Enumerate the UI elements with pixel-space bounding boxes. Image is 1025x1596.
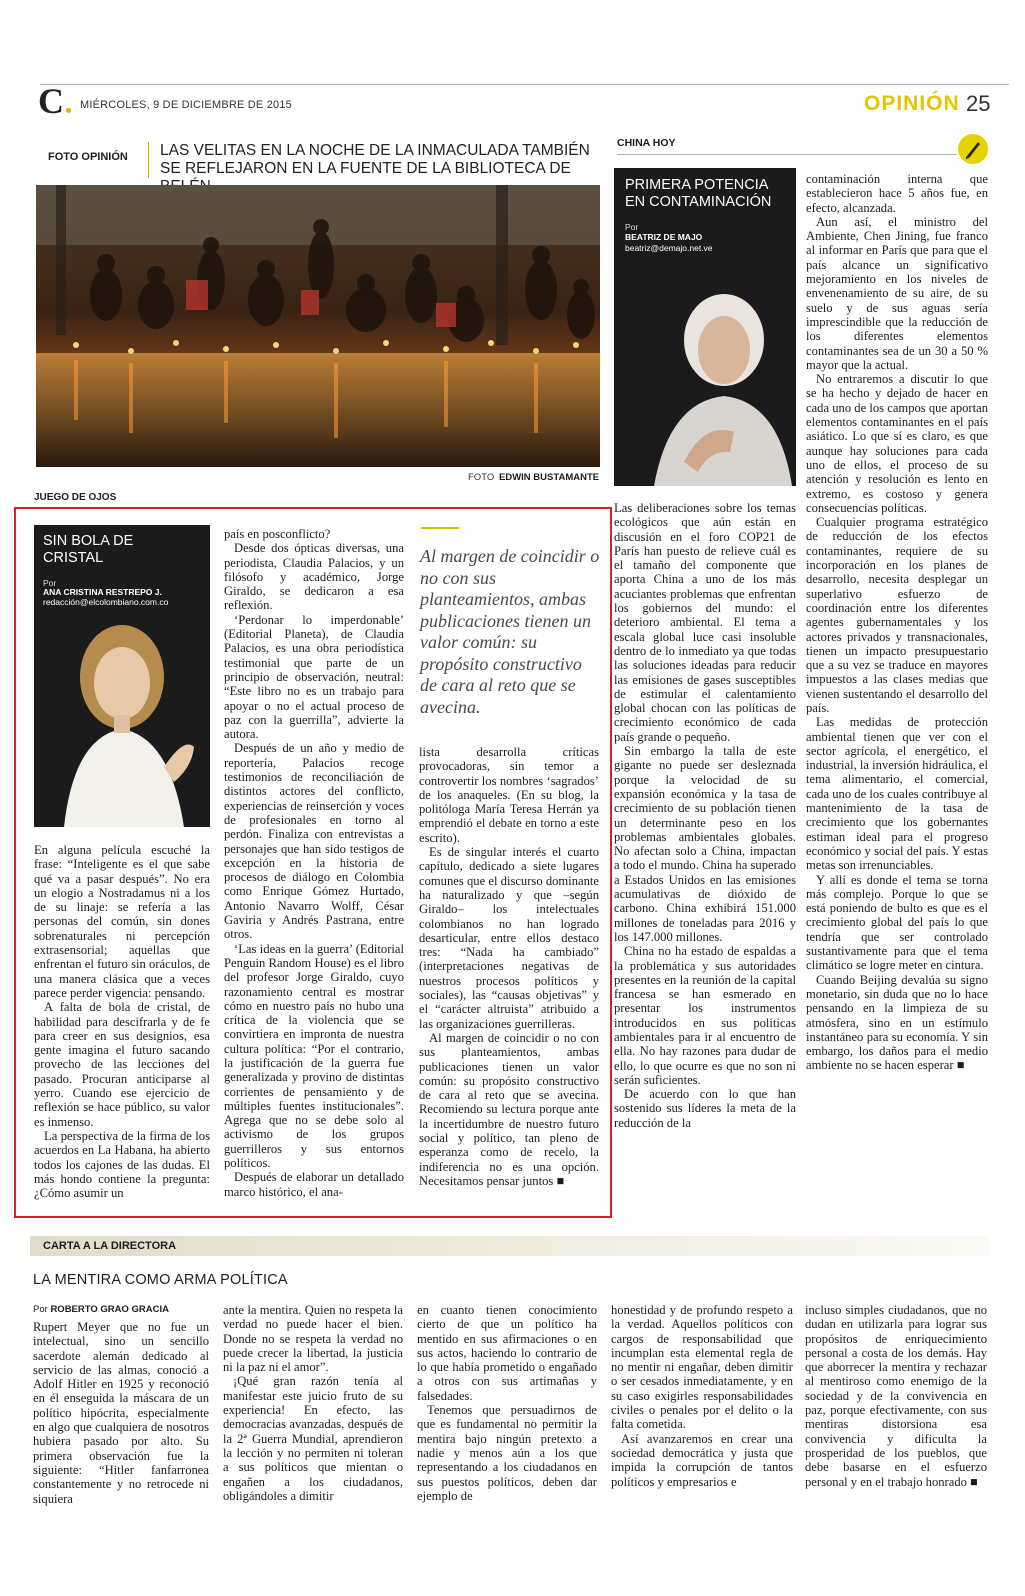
column-text-2 <box>224 527 404 1199</box>
byline-prefix: Por <box>625 222 639 232</box>
author-email: beatriz@demajo.net.ve <box>625 243 713 253</box>
author-card-de-majo <box>614 168 796 486</box>
paragraph: China no ha estado de espaldas a la problemática y sus autoridades presentes en la reunión de la capital francesa se han esmerado en presentar los instrumentos introducidos en sus políticas ambientales para ir al encuentro de ella. No hay razones para dudar de ello, lo que ocurre es que no son ni serán suficientes. <box>614 944 796 1087</box>
china-column-text-1 <box>614 501 796 1130</box>
pen-icon-glyph <box>958 134 988 164</box>
author-card-restrepo <box>34 525 210 827</box>
paragraph: Aun así, el ministro del Ambiente, Chen Jining, fue franco al informar en París que para que el país alcance un significativo mejoramiento en los niveles de envenenamiento de su aire, de su suelo y de sus aguas sería imprescindible que la reducción de los diferentes elementos contaminantes sea de un 30 a 50 % mayor que la actual. <box>806 214 988 372</box>
header-rule <box>40 84 1009 85</box>
paragraph: país en posconflicto? <box>224 527 331 541</box>
paragraph: Rupert Meyer que no fue un intelectual, sino un sencillo sacerdote alemán dedicado al servicio de las almas, conoció a Adolf Hitler en 1925 y reconoció en él enseguida la máscara de un político hipócrita, especialmente en algo que cualquiera de nosotros hubiera pasado por alto. Su primera observación fue la siguiente: “Hitler fanfarronea constantemente y no retrocede ni siquiera <box>33 1320 209 1506</box>
carta-column-3 <box>417 1303 597 1503</box>
column-text-1 <box>34 843 210 1200</box>
paragraph: Después de un año y medio de reportería, Palacios recoge testimonios de reconciliación de distintos actores del conflicto, experiencias de reinserción y voces de profesionales en torno al perdón. Finaliza con entrevistas a personajes que han sido testigos de excepción en la historia de procesos de diálogo en Colombia como Enrique Gómez Hurtado, Antonio Navarro Wolff, César Gaviria y Andrés Pastrana, entre otros. <box>224 741 404 942</box>
china-hoy-label: CHINA HOY <box>617 137 676 149</box>
byline-prefix: Por <box>43 578 57 588</box>
section-rule <box>617 154 957 155</box>
carta-column-2 <box>223 1303 403 1503</box>
juego-de-ojos-label: JUEGO DE OJOS <box>34 492 117 503</box>
pullquote-marker <box>421 527 459 529</box>
paragraph: ‘Las ideas en la guerra’ (Editorial Penguin Random House) es el libro del profesor Jorge Giraldo, cuyo razonamiento central es mostrar cómo en nuestro país no hubo una crítica de la violencia que se convirtiera en impronta de nuestra cultura política: “Por el contrario, la justificación de la guerra fue generalizada y provino de distintas corrientes de pensamiento y de múltiples fuentes institucionales”. Agrega que no se debe solo al activismo de los grupos guerrilleros y sus entornos políticos. <box>224 941 404 1171</box>
carta-column-5 <box>805 1303 987 1489</box>
paragraph: incluso simples ciudadanos, que no dudan en utilizarla para lograr sus propósitos de enriquecimiento personal a costa de los demás. Hay que aborrecer la mentira y rechazar al mentiroso como enemigo de la sociedad y de la convivencia en paz, porque efectivamente, con sus mentiras distorsiona esa convivencia y dificulta la prosperidad de los pueblos, que debe basarse en el esfuerzo personal y en el trabajo honrado ■ <box>805 1303 987 1489</box>
paragraph: Así avanzaremos en crear una sociedad democrática y justa que impida la corrupción de tantos políticos y empresarios e <box>611 1431 793 1489</box>
newspaper-logo: C <box>38 80 71 122</box>
paragraph: Es de singular interés el cuarto capítulo, dedicado a siete lugares comunes que el discurso dominante ha naturalizado y que –según Giraldo– los intelectuales colombianos no han logrado desarticular, entre ellos destaco tres: “Nada ha cambiado” (interpretaciones negativas de nuestros procesos políticos y sociales), las “causas objetivas” y el “carácter altruista” atribuido a las organizaciones guerrilleras. <box>419 845 599 1031</box>
carta-column-1 <box>33 1320 209 1506</box>
paragraph: honestidad y de profundo respeto a la verdad. Aquellos políticos con cargos de responsabilidad que incumplan esta elemental regla de no mentir ni engañar, deben dimitir o ser cesados inmediatamente, y en su caso exigirles responsabilidades civiles o penales por el delito o la falta cometida. <box>611 1303 793 1432</box>
paragraph: A falta de bola de cristal, de habilidad para descifrarla y de fe para creer en sus designios, esa gente imagina el futuro sacando provecho de las lecciones del pasado. Procuran anticiparse al yerro. Cuando ese ejercicio de reflexión se hace público, su valor es inmenso. <box>34 1000 210 1129</box>
paragraph: En alguna película escuché la frase: “Inteligente es el que sabe qué va a pasar después”. No era un elogio a Nostradamus ni a los de su linaje: se refería a las personas del común, sin dones sobrenaturales ni percepción extrasensorial; aquellas que enfrentan el futuro sin oráculos, de una manera clásica que a veces parece perder vigencia: pensando. <box>34 843 210 1000</box>
column-title: PRIMERA POTENCIA EN CONTAMINACIÓN <box>625 177 772 210</box>
paragraph: De acuerdo con lo que han sostenido sus líderes la meta de la reducción de la <box>614 1087 796 1130</box>
paragraph: Cuando Beijing devalúa su signo monetario, sin duda que no lo hace pensando en la limpieza de su atmósfera, sino en un estímulo instantáneo para su economía. Y sin embargo, los daños para el medio ambiente no se hacen esperar ■ <box>806 972 988 1073</box>
page-number: 25 <box>966 91 991 116</box>
paragraph: Las medidas de protección ambiental tienen que ver con el sector agrícola, el energético, el industrial, la inversión hidráulica, el tema alimentario, el comercial, cada uno de los cuales contribuye al mantenimiento de la tasa de crecimiento que los gobernantes estiman ideal para el progreso económico y social del país. Y estas metas son irrenunciables. <box>806 715 988 873</box>
author-name: ANA CRISTINA RESTREPO J. <box>43 587 162 597</box>
author-name: BEATRIZ DE MAJO <box>625 232 703 242</box>
paragraph: Y allí es donde el tema se torna más complejo. Porque lo que se está poniendo de bulto es que es el crecimiento global del país lo que tendría que ser controlado sustantivamente para que el tema climático se logre meter en cintura. <box>806 872 988 973</box>
column-text-3 <box>419 745 599 1188</box>
carta-column-4 <box>611 1303 793 1489</box>
paragraph: La perspectiva de la firma de los acuerdos en La Habana, ha abierto todos los cajones de las dudas. El más hondo contiene la pregunta: ¿Cómo asumir un <box>34 1128 210 1201</box>
issue-date: MIÉRCOLES, 9 DE DICIEMBRE DE 2015 <box>80 99 292 111</box>
paragraph: Tenemos que persuadirnos de que es fundamental no permitir la mentira bajo ningún pretexto a nadie y menos aún a los que representando a los ciudadanos en sus puestos políticos, deben dar ejemplo de <box>417 1403 597 1503</box>
carta-byline <box>33 1304 169 1315</box>
paragraph: contaminación interna que establecieron hace 5 años fue, en efecto, alcanzada. <box>806 172 988 215</box>
candles-photo-illustration <box>36 185 600 467</box>
paragraph: Al margen de coincidir o no con sus planteamientos, ambas publicaciones tienen un valor común: su propósito constructivo de cara al reto que se avecina. Recomiendo su lectura porque ante la incertidumbre de nuestro futuro social y político, tan pleno de esperanza como de recelo, la indiferencia no es una opción. Necesitamos pensar juntos ■ <box>419 1030 599 1188</box>
author-name: ROBERTO GRAO GRACIA <box>50 1304 170 1315</box>
pen-icon <box>958 134 988 164</box>
china-column-text-2 <box>806 172 988 1073</box>
column-title: SIN BOLA DE CRISTAL <box>43 533 134 566</box>
paragraph: No entraremos a discutir lo que se ha hecho y dejado de hacer en cada uno de los campos que aportan elementos contaminantes en el país asiático. Lo que sí es claro, es que aunque hay soluciones para cada uno de ellos, el proceso de su atención y resolución es lento en extremo, es costoso y genera consecuencias políticas. <box>806 372 988 515</box>
paragraph: ante la mentira. Quien no respeta la verdad no puede hacer el bien. Donde no se respeta la verdad no puede crecer la libertad, la justicia ni la paz ni el amor”. <box>223 1303 403 1375</box>
author-portrait <box>34 617 210 827</box>
paragraph: Sin embargo la talla de este gigante no puede ser desleznada porque la velocidad de su expansión económica y la tasa de crecimiento de su población tienen un determinante peso en los problemas ambientales globales. No afectan solo a China, impactan a todo el mundo. China ha superado a Estados Unidos en las emisiones acumulativas de dióxido de carbono. China exhibirá 151.000 millones de toneladas para 2016 y los 147.000 millones. <box>614 744 796 944</box>
paragraph: en cuanto tienen conocimiento cierto de que un político ha mentido en sus afirmaciones o en sus actos, haciendo lo contrario de lo que había prometido o engañado a otros con sus artimañas y falsedades. <box>417 1303 597 1403</box>
carta-label: CARTA A LA DIRECTORA <box>43 1240 177 1252</box>
author-email: redacción@elcolombiano.com.co <box>43 597 169 607</box>
paragraph: Después de elaborar un detallado marco histórico, el ana- <box>224 1170 404 1199</box>
divider <box>148 142 149 178</box>
paragraph: ¡Qué gran razón tenía al manifestar este juicio fruto de su experiencia! En efecto, las democracias avanzadas, después de la 2ª Guerra Mundial, aprendieron la lección y no permiten ni toleran a sus políticos que mientan o engañen a los ciudadanos, obligándoles a dimitir <box>223 1374 403 1503</box>
paragraph: lista desarrolla críticas provocadoras, sin temor a controvertir los nombres ‘sagrados’ de los anaqueles. (En su blog, la politóloga María Teresa Herrán ya emprendió el debate en torno a este escrito). <box>419 745 599 845</box>
paragraph: Cualquier programa estratégico de reducción de los efectos contaminantes, requiere de su incorporación en los planes de desarrollo, necesita desplegar un superlativo esfuerzo de coordinación entre los diferentes agentes gubernamentales y los actores privados y transnacionales, tienen un impacto presupuestario que a su vez se traduce en mayores impuestos a las clases medias que vienen sustentando el desarrollo del país. <box>806 515 988 715</box>
byline-prefix: Por <box>33 1304 48 1315</box>
section-title: OPINIÓN <box>864 92 960 115</box>
author-portrait <box>614 272 796 486</box>
paragraph: Las deliberaciones sobre los temas ecológicos que aún están en discusión en el foro COP21 de París han puesto de relieve cuál es el tamaño del componente que aporta China a uno de los más acuciantes problemas que enfrentan los gobiernos del mundo: el deterioro ambiental. El tema a escala global luce casi insoluble dentro de lo inmediato ya que todas las soluciones ideadas para reducir las emisiones de gases susceptibles de estimular el calentamiento global chocan con las políticas de crecimiento económico de cada país grande o pequeño. <box>614 501 796 744</box>
carta-title: LA MENTIRA COMO ARMA POLÍTICA <box>33 1272 288 1288</box>
foto-opinion-label: FOTO OPINIÓN <box>48 151 128 163</box>
pullquote: Al margen de coincidir o no con sus planteamientos, ambas publicaciones tienen un valor común: su propósito constructivo de cara al reto que se avecina. <box>420 546 600 717</box>
paragraph: ‘Perdonar lo imperdonable’ (Editorial Planeta), de Claudia Palacios, es una obra periodística testimonial que parte de un principio de observación, neutral: “Este libro no es un trabajo para apoyar o no el actual proceso de paz con la guerrilla”, advierte la autora. <box>224 612 404 742</box>
candles-photo <box>36 185 600 467</box>
photo-credit: EDWIN BUSTAMANTE <box>499 472 600 483</box>
foto-opinion-title: LAS VELITAS EN LA NOCHE DE LA INMACULADA TAMBIÉN SE REFLEJARON EN LA FUENTE DE LA BIBLIOTECA DE <box>160 142 590 177</box>
paragraph: Desde dos ópticas diversas, una periodista, Claudia Palacios, y un filósofo y académico, Jorge Giraldo, se dedicaron a esa reflexión. <box>224 541 404 613</box>
photo-credit-label: FOTO <box>468 472 495 483</box>
